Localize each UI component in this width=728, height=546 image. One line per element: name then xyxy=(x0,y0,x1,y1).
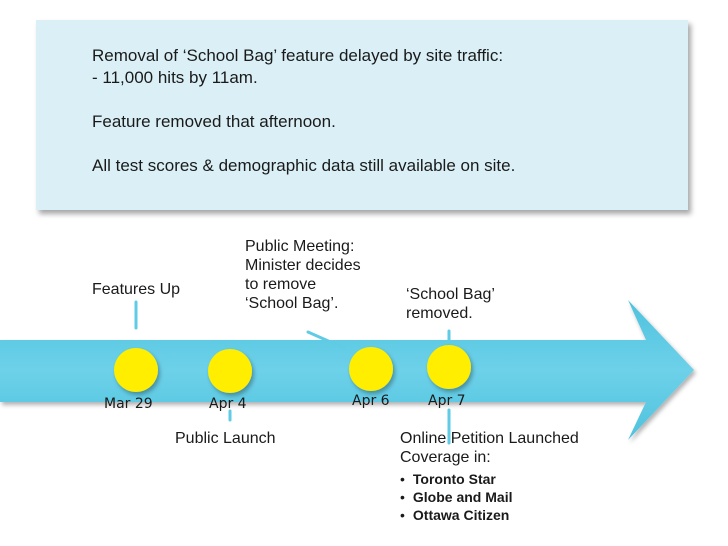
note-line-traffic: Removal of ‘School Bag’ feature delayed by site traffic: xyxy=(92,46,504,65)
public-meeting-line: ‘School Bag’. xyxy=(245,295,339,312)
coverage-item-toronto-star: • Toronto Star xyxy=(400,470,512,488)
school-bag-removed-line: ‘School Bag’ xyxy=(406,286,495,303)
note-line-data-available: All test scores & demographic data still available on site. xyxy=(92,156,516,175)
label-features-up: Features Up xyxy=(92,281,181,298)
marker-apr-7 xyxy=(427,345,471,389)
note-line-removed: Feature removed that afternoon. xyxy=(92,112,336,131)
coverage-list xyxy=(400,470,512,524)
school-bag-removed-line: removed. xyxy=(406,305,473,322)
coverage-item-ottawa-citizen: • Ottawa Citizen xyxy=(400,506,512,524)
date-mar-29: Mar 29 xyxy=(104,396,153,412)
public-meeting-line: Minister decides xyxy=(245,257,361,274)
marker-apr-4 xyxy=(208,349,252,393)
note-line-hits: - 11,000 hits by 11am. xyxy=(92,68,258,87)
marker-mar-29 xyxy=(114,348,158,392)
public-meeting-line: to remove xyxy=(245,276,317,293)
label-school-bag-removed xyxy=(406,285,495,323)
label-coverage: Coverage in: xyxy=(400,449,491,466)
date-apr-6: Apr 6 xyxy=(352,393,390,409)
marker-apr-6 xyxy=(349,347,393,391)
label-online-petition: Online Petition Launched xyxy=(400,430,579,447)
date-apr-4: Apr 4 xyxy=(209,396,247,412)
public-meeting-line: Public Meeting: xyxy=(245,238,355,255)
label-public-launch: Public Launch xyxy=(175,430,276,447)
label-public-meeting xyxy=(245,237,361,313)
coverage-item-globe-and-mail: • Globe and Mail xyxy=(400,488,512,506)
date-apr-7: Apr 7 xyxy=(428,393,466,409)
timeline-arrow xyxy=(0,300,694,440)
